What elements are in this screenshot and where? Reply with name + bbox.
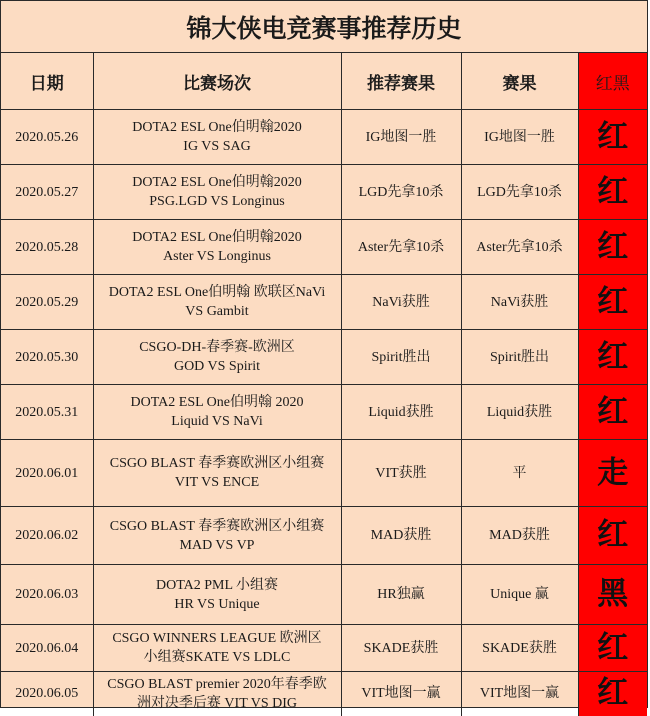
- recommendation-cell: Aster先拿10杀: [341, 220, 461, 275]
- match-cell: [93, 565, 341, 625]
- result-cell: Liquid获胜: [461, 385, 578, 440]
- match-name: CSGO BLAST 春季赛欧洲区小组赛: [109, 456, 325, 471]
- table-row: [1, 110, 647, 165]
- table-row: [1, 565, 647, 625]
- match-name: DOTA2 PML 小组赛: [155, 577, 279, 593]
- date-cell: 2020.06.04: [1, 625, 93, 672]
- red-black-cell: 红: [578, 165, 647, 220]
- date-cell: 2020.06.01: [1, 440, 93, 507]
- table-row: [1, 330, 647, 385]
- table-row: [1, 440, 647, 507]
- match-cell: [93, 165, 341, 220]
- match-teams: Liquid VS NaVi: [171, 414, 263, 429]
- match-teams: MAD VS VP: [179, 537, 255, 553]
- table-row: [1, 275, 647, 330]
- match-name: DOTA2 ESL One伯明翰2020: [132, 230, 302, 245]
- table-row: [1, 672, 647, 716]
- date-cell: 2020.06.02: [1, 507, 93, 565]
- table-row: [1, 385, 647, 440]
- match-name: CSGO BLAST 春季赛欧洲区小组赛: [109, 518, 325, 534]
- red-black-cell: 红: [578, 625, 647, 672]
- recommendation-cell: VIT获胜: [341, 440, 461, 507]
- recommendation-cell: Spirit胜出: [341, 330, 461, 385]
- match-cell: [93, 110, 341, 165]
- date-cell: 2020.05.30: [1, 330, 93, 385]
- table-row: [1, 625, 647, 672]
- red-black-cell: 红: [578, 672, 647, 716]
- recommendation-cell: VIT地图一赢: [341, 672, 461, 716]
- match-cell: [93, 330, 341, 385]
- match-name: DOTA2 ESL One伯明翰2020: [132, 175, 302, 190]
- header-match: 比赛场次: [93, 53, 341, 110]
- header-date: 日期: [1, 53, 93, 110]
- date-cell: 2020.05.26: [1, 110, 93, 165]
- header-result: 赛果: [461, 53, 578, 110]
- date-cell: 2020.05.27: [1, 165, 93, 220]
- match-cell: [93, 385, 341, 440]
- match-cell: [93, 672, 341, 716]
- table-row: [1, 165, 647, 220]
- match-teams: IG VS SAG: [183, 139, 251, 154]
- match-name: CSGO WINNERS LEAGUE 欧洲区: [112, 631, 322, 646]
- red-black-cell: 红: [578, 220, 647, 275]
- match-name: DOTA2 ESL One伯明翰 2020: [130, 395, 304, 410]
- result-cell: MAD获胜: [461, 507, 578, 565]
- result-cell: SKADE获胜: [461, 625, 578, 672]
- page-title: 锦大侠电竞赛事推荐历史: [1, 1, 647, 53]
- recommendation-cell: IG地图一胜: [341, 110, 461, 165]
- match-cell: [93, 507, 341, 565]
- result-cell: VIT地图一赢: [461, 672, 578, 716]
- result-cell: Spirit胜出: [461, 330, 578, 385]
- red-black-cell: 红: [578, 507, 647, 565]
- header-red-black: 红黑: [578, 53, 647, 110]
- match-name: DOTA2 ESL One伯明翰2020: [132, 120, 302, 135]
- red-black-cell: 红: [578, 385, 647, 440]
- match-teams: GOD VS Spirit: [173, 359, 261, 374]
- recommendation-cell: HR独赢: [341, 565, 461, 625]
- result-cell: Unique 赢: [461, 565, 578, 625]
- match-name: CSGO-DH-春季赛-欧洲区: [139, 340, 295, 355]
- result-cell: Aster先拿10杀: [461, 220, 578, 275]
- red-black-cell: 红: [578, 275, 647, 330]
- match-cell: [93, 275, 341, 330]
- result-cell: IG地图一胜: [461, 110, 578, 165]
- date-cell: 2020.06.03: [1, 565, 93, 625]
- match-cell: [93, 220, 341, 275]
- match-teams: 洲对决季后赛 VIT VS DIG: [136, 695, 298, 711]
- red-black-cell: 走: [578, 440, 647, 507]
- recommendation-cell: MAD获胜: [341, 507, 461, 565]
- red-black-cell: 红: [578, 110, 647, 165]
- date-cell: 2020.05.31: [1, 385, 93, 440]
- date-cell: 2020.05.28: [1, 220, 93, 275]
- date-cell: 2020.05.29: [1, 275, 93, 330]
- date-cell: 2020.06.05: [1, 672, 93, 716]
- match-teams: Aster VS Longinus: [163, 249, 271, 264]
- result-cell: NaVi获胜: [461, 275, 578, 330]
- match-cell: [93, 625, 341, 672]
- match-teams: 小组赛SKATE VS LDLC: [143, 650, 291, 665]
- history-table: [1, 53, 647, 716]
- match-cell: [93, 440, 341, 507]
- recommendation-cell: Liquid获胜: [341, 385, 461, 440]
- header-row: [1, 53, 647, 110]
- match-name: CSGO BLAST premier 2020年春季欧: [107, 676, 327, 692]
- red-black-cell: 黑: [578, 565, 647, 625]
- match-teams: VIT VS ENCE: [174, 475, 260, 490]
- match-teams: PSG.LGD VS Longinus: [149, 194, 285, 209]
- recommendation-cell: NaVi获胜: [341, 275, 461, 330]
- recommendation-cell: LGD先拿10杀: [341, 165, 461, 220]
- table-row: [1, 507, 647, 565]
- result-cell: 平: [461, 440, 578, 507]
- result-cell: LGD先拿10杀: [461, 165, 578, 220]
- recommendation-cell: SKADE获胜: [341, 625, 461, 672]
- header-recommendation: 推荐赛果: [341, 53, 461, 110]
- table-row: [1, 220, 647, 275]
- red-black-cell: 红: [578, 330, 647, 385]
- match-name: DOTA2 ESL One伯明翰 欧联区NaVi: [108, 285, 326, 300]
- match-teams: HR VS Unique: [174, 596, 260, 612]
- match-teams: VS Gambit: [185, 304, 249, 319]
